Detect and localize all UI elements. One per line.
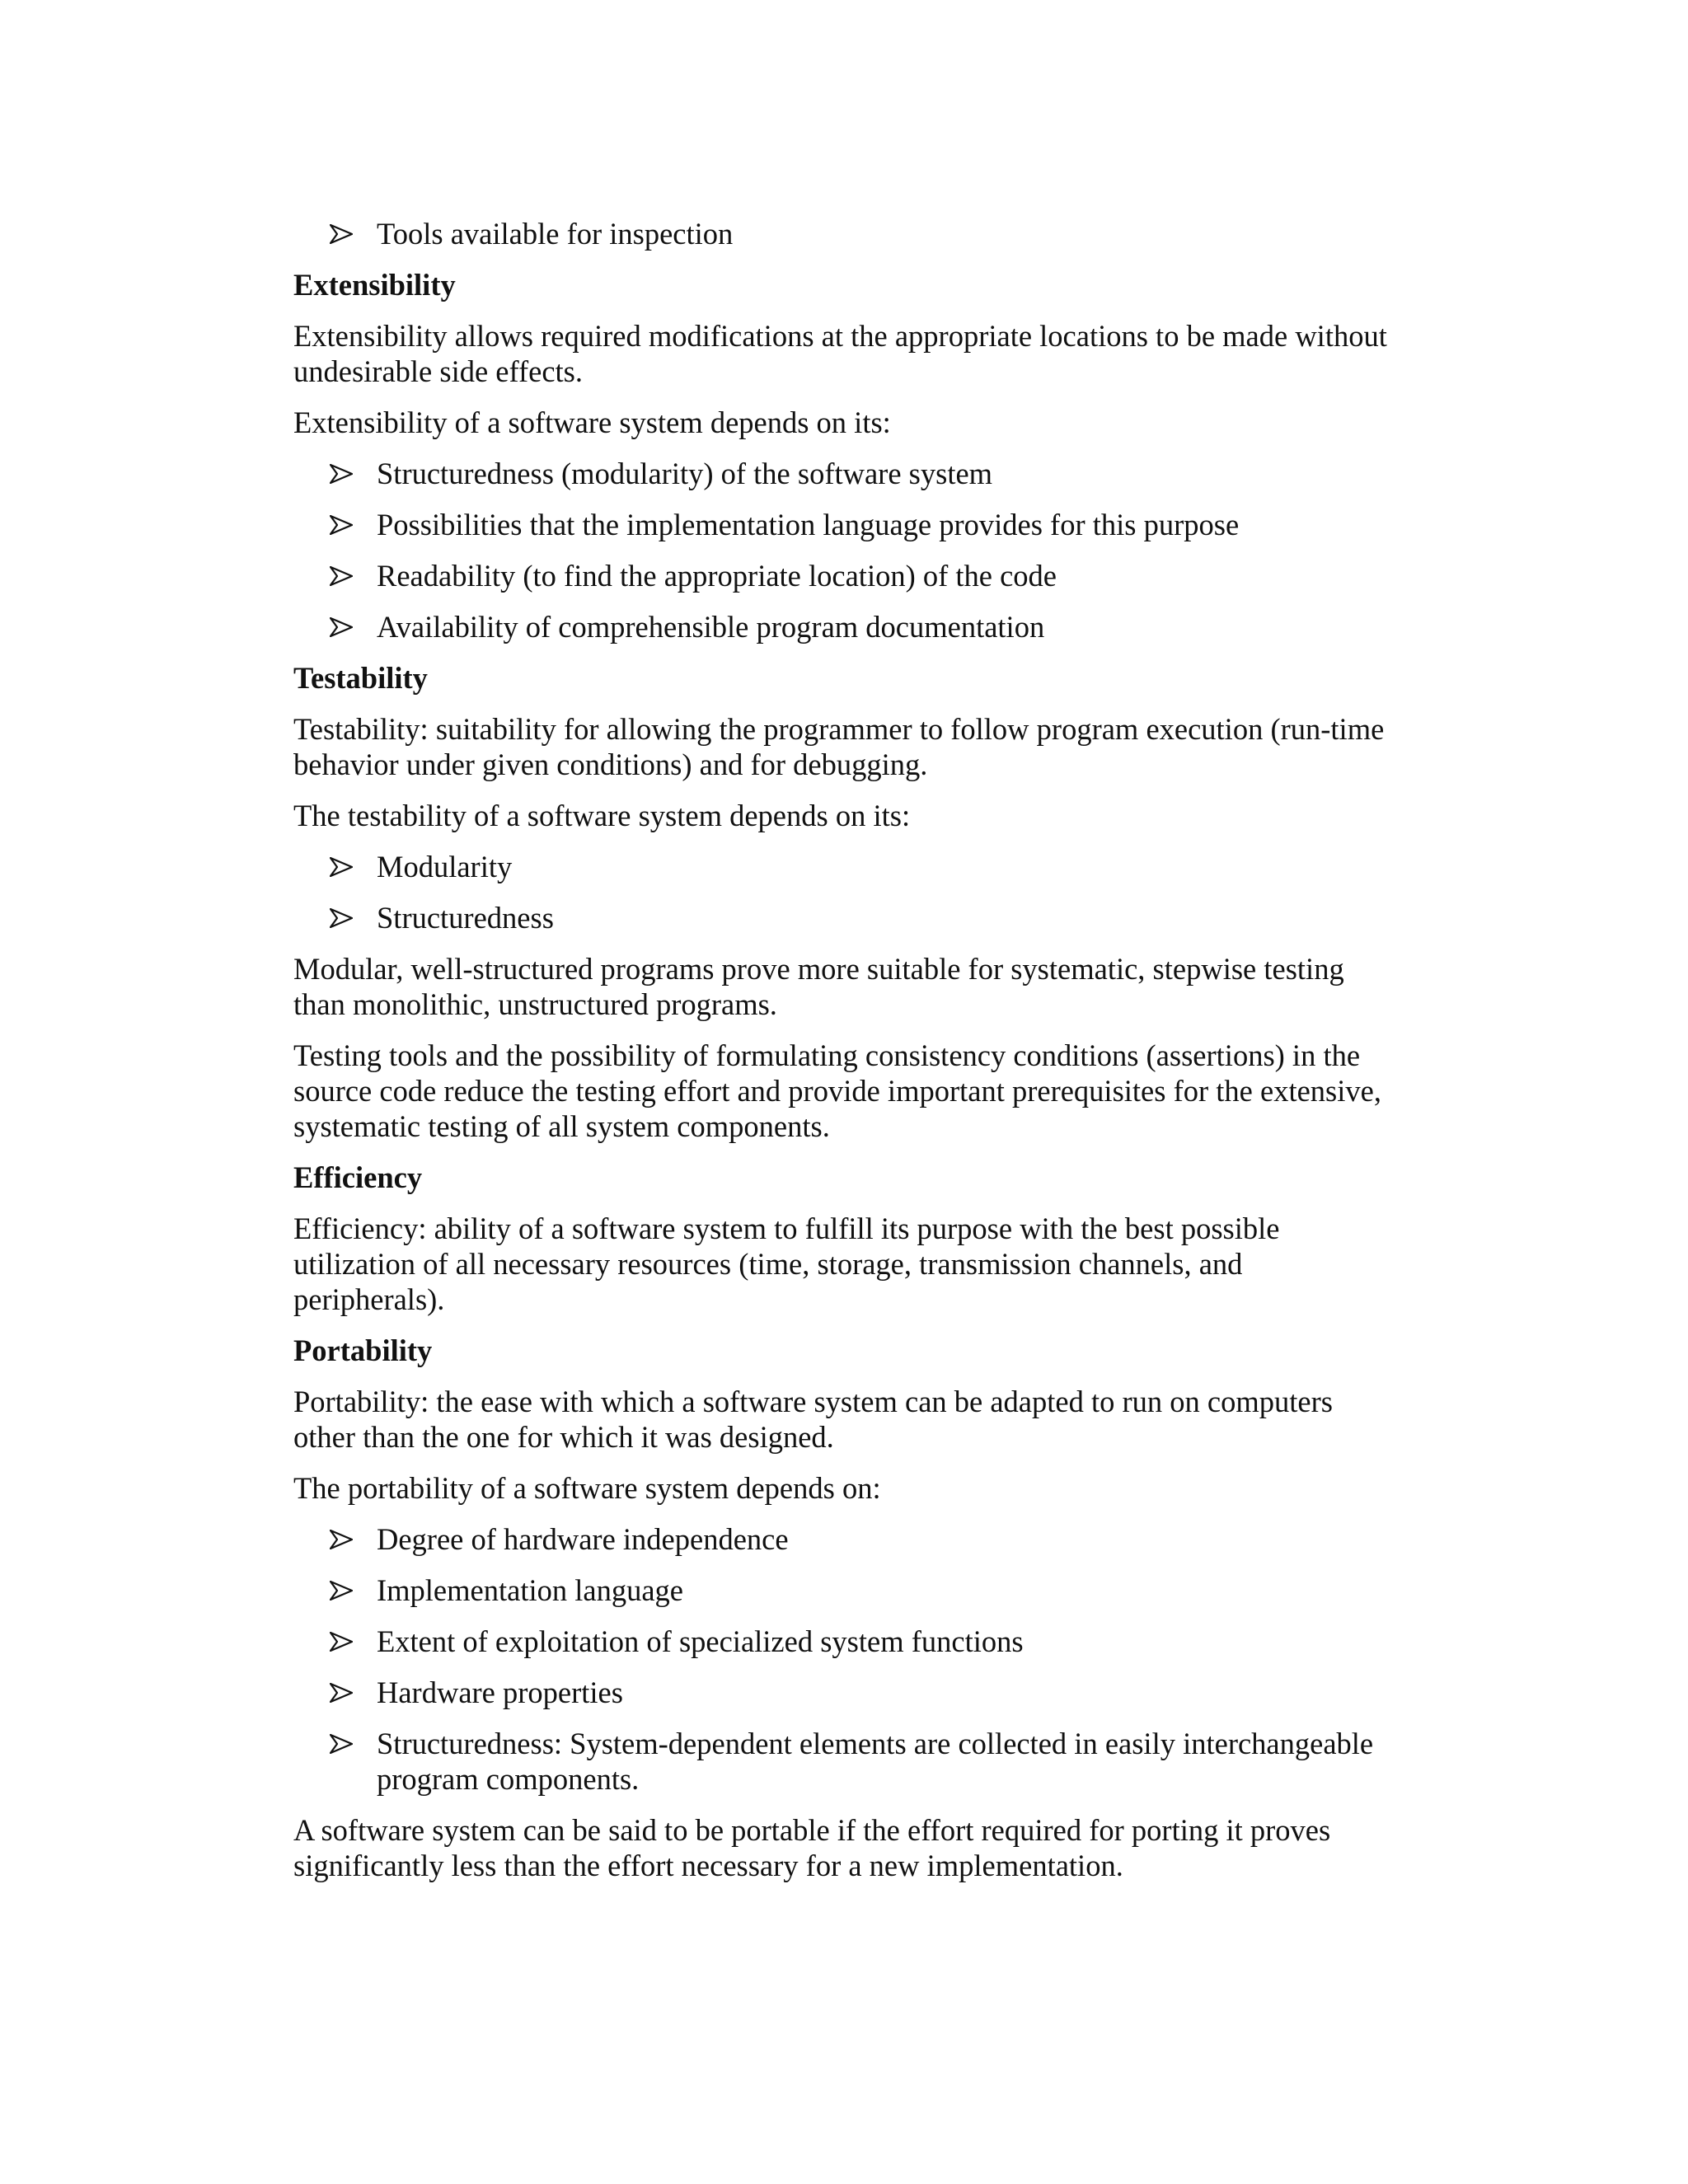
- bullet-item: [293, 558, 1398, 593]
- bullet-item: [293, 507, 1398, 542]
- document-page: [293, 216, 1398, 1899]
- bullet-text: Modularity: [377, 850, 513, 883]
- arrow-bullet-icon: [330, 515, 353, 535]
- section-heading-portability: Portability: [293, 1333, 433, 1367]
- bullet-text: Implementation language: [377, 1573, 683, 1607]
- arrow-bullet-icon: [330, 1530, 353, 1549]
- paragraph: Testing tools and the possibility of formulating consistency conditions (assertions) in the source code reduce the testing effort and provide important prerequisites for the extensive, systematic testing of all system components.: [293, 1038, 1381, 1143]
- paragraph: A software system can be said to be portable if the effort required for porting it proves significantly less than the effort necessary for a new implementation.: [293, 1813, 1331, 1882]
- arrow-bullet-icon: [330, 566, 353, 586]
- arrow-bullet-icon: [330, 224, 353, 244]
- bullet-text: Structuredness (modularity) of the software system: [377, 457, 993, 490]
- paragraph: Extensibility of a software system depends on its:: [293, 405, 891, 439]
- arrow-bullet-icon: [330, 1683, 353, 1703]
- section-heading-extensibility: Extensibility: [293, 268, 456, 302]
- arrow-bullet-icon: [330, 857, 353, 877]
- bullet-item: [293, 1726, 1398, 1797]
- paragraph: Extensibility allows required modifications at the appropriate locations to be made without undesirable side effects.: [293, 319, 1387, 388]
- bullet-item: [293, 216, 1398, 251]
- bullet-text: Extent of exploitation of specialized system functions: [377, 1624, 1024, 1658]
- bullet-text: Structuredness: System-dependent elements are collected in easily interchangeable program components.: [377, 1727, 1374, 1796]
- paragraph: The testability of a software system depends on its:: [293, 799, 911, 832]
- bullet-text: Readability (to find the appropriate location) of the code: [377, 559, 1057, 593]
- paragraph: The portability of a software system depends on:: [293, 1471, 881, 1505]
- bullet-item: [293, 1624, 1398, 1659]
- bullet-item: [293, 456, 1398, 491]
- bullet-text: Degree of hardware independence: [377, 1522, 789, 1556]
- arrow-bullet-icon: [330, 1581, 353, 1601]
- bullet-item: [293, 1521, 1398, 1557]
- bullet-text: Availability of comprehensible program documentation: [377, 610, 1045, 644]
- bullet-text: Structuredness: [377, 901, 554, 935]
- arrow-bullet-icon: [330, 1632, 353, 1652]
- bullet-item: [293, 849, 1398, 884]
- section-heading-efficiency: Efficiency: [293, 1160, 423, 1194]
- bullet-text: Tools available for inspection: [377, 217, 734, 251]
- arrow-bullet-icon: [330, 617, 353, 637]
- arrow-bullet-icon: [330, 908, 353, 928]
- bullet-item: [293, 609, 1398, 644]
- bullet-item: [293, 1572, 1398, 1608]
- paragraph: Modular, well-structured programs prove more suitable for systematic, stepwise testing than monolithic, unstructured programs.: [293, 952, 1344, 1021]
- arrow-bullet-icon: [330, 1734, 353, 1754]
- paragraph: Efficiency: ability of a software system to fulfill its purpose with the best possible utilization of all necessary resources (time, storage, transmission channels, and peripherals).: [293, 1212, 1280, 1316]
- section-heading-testability: Testability: [293, 661, 428, 695]
- paragraph: Testability: suitability for allowing the programmer to follow program execution (run-time behavior under given conditions) and for debugging.: [293, 712, 1385, 781]
- arrow-bullet-icon: [330, 464, 353, 484]
- bullet-item: [293, 1675, 1398, 1710]
- paragraph: Portability: the ease with which a software system can be adapted to run on computers other than the one for which it was designed.: [293, 1385, 1333, 1454]
- bullet-text: Hardware properties: [377, 1675, 623, 1709]
- bullet-item: [293, 900, 1398, 935]
- bullet-text: Possibilities that the implementation language provides for this purpose: [377, 508, 1240, 541]
